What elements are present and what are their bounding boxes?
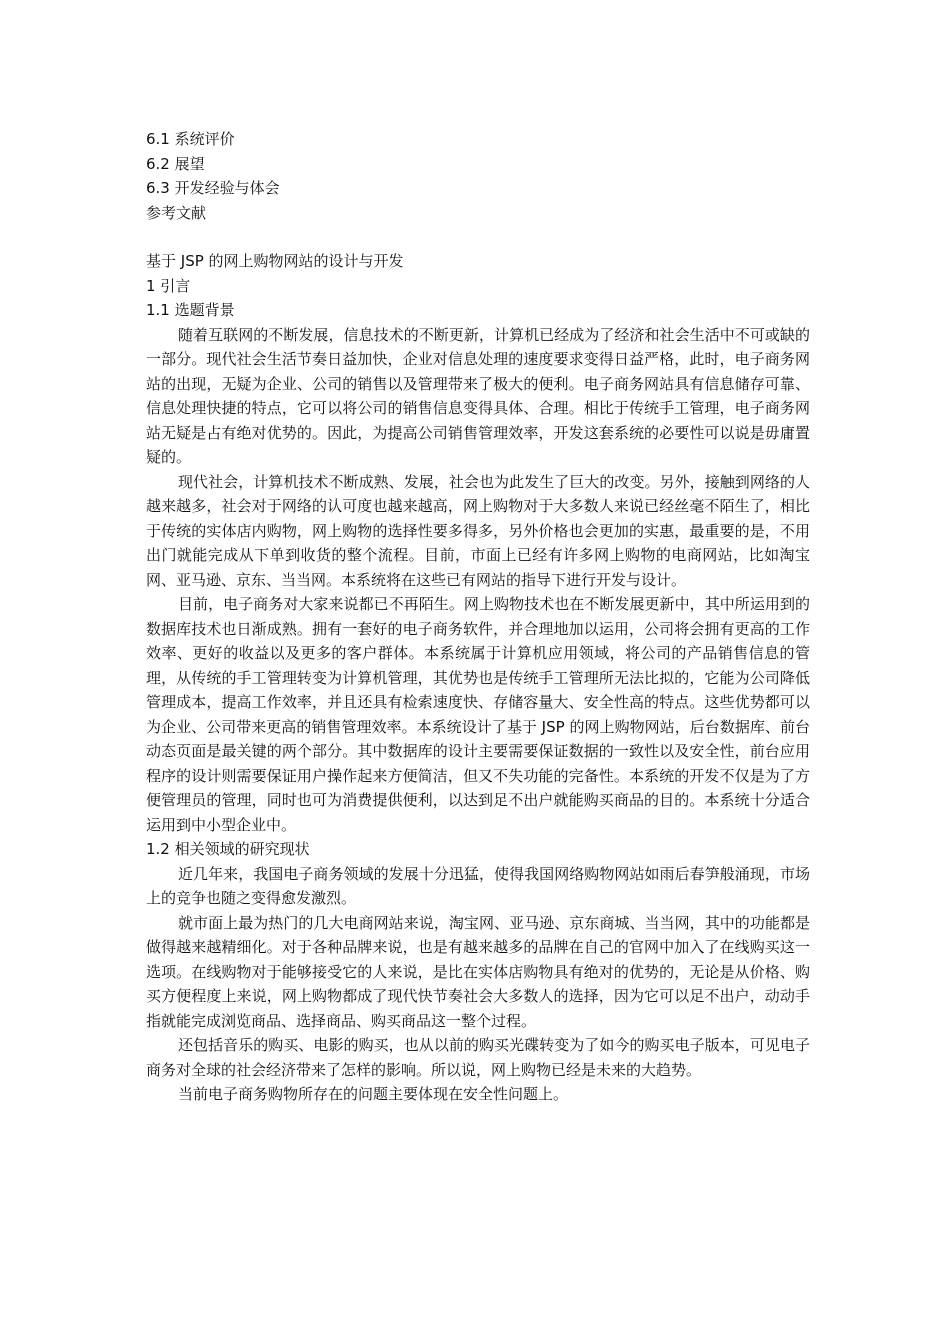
toc-item-references: 参考文献 xyxy=(146,203,207,222)
spacer xyxy=(146,225,810,249)
toc-item-6-1: 6.1 系统评价 xyxy=(146,130,235,148)
paragraph: 随着互联网的不断发展，信息技术的不断更新，计算机已经成为了经济和社会生活中不可或缺的一部分。现代社会生活节奏日益加快，企业对信息处理的速度要求变得日益严格，此时，电子商务网站的出现，无疑为企业、公司的销售以及管理带来了极大的便利。电子商务网站具有信息储存可靠、信息处理快捷的特点，它可以将公司的销售信息变得具体、合理。相比于传统手工管理，电子商务网站无疑是占有绝对优势的。因此，为提高公司销售管理效率，开发这套系统的必要性可以说是毋庸置疑的。 xyxy=(146,325,810,466)
section-1-1-heading: 1.1 选题背景 xyxy=(146,301,235,319)
document-title: 基于 JSP 的网上购物网站的设计与开发 xyxy=(146,252,404,270)
paragraph: 就市面上最为热门的几大电商网站来说，淘宝网、亚马逊、京东商城、当当网，其中的功能都是做得越来越精细化。对于各种品牌来说，也是有越来越多的品牌在自己的官网中加入了在线购买这一选项。在线购物对于能够接受它的人来说，是比在实体店购物具有绝对的优势的，无论是从价格、购买方便程度上来说，网上购物都成了现代快节奏社会大多数人的选择，因为它可以足不出户，动动手指就能完成浏览商品、选择商品、购买商品这一整个过程。 xyxy=(146,913,810,1030)
chapter-1-heading: 1 引言 xyxy=(146,276,191,295)
paragraph: 目前，电子商务对大家来说都已不再陌生。网上购物技术也在不断发展更新中，其中所运用到的数据库技术也日渐成熟。拥有一套好的电子商务软件，并合理地加以运用，公司将会拥有更高的工作效率、更好的收益以及更多的客户群体。本系统属于计算机应用领域，将公司的产品销售信息的管理，从传统的手工管理转变为计算机管理，其优势也是传统手工管理所无法比拟的，它能为公司降低管理成本，提高工作效率，并且还具有检索速度快、存储容量大、安全性高的特点。这些优势都可以为企业、公司带来更高的销售管理效率。本系统设计了基于 JSP 的网上购物网站，后台数据库、前台动态页面是最关键的两个部分。其中数据库的设计主要需要保证数据的一致性以及安全性，前台应用程序的设计则需要保证用户操作起来方便简洁，但又不失功能的完备性。本系统的开发不仅是为了方便管理员的管理，同时也可为消费提供便利，以达到足不出户就能购买商品的目的。本系统十分适合运用到中小型企业中。 xyxy=(146,595,810,834)
document-page xyxy=(146,127,810,1107)
paragraph: 近几年来，我国电子商务领域的发展十分迅猛，使得我国网络购物网站如雨后春笋般涌现，市场上的竞争也随之变得愈发激烈。 xyxy=(146,864,810,907)
paragraph: 现代社会，计算机技术不断成熟、发展，社会也为此发生了巨大的改变。另外，接触到网络的人越来越多，社会对于网络的认可度也越来越高，网上购物对于大多数人来说已经丝毫不陌生了，相比于传统的实体店内购物，网上购物的选择性要多得多，另外价格也会更加的实惠，最重要的是，不用出门就能完成从下单到收货的整个流程。目前，市面上已经有许多网上购物的电商网站，比如淘宝网、亚马逊、京东、当当网。本系统将在这些已有网站的指导下进行开发与设计。 xyxy=(146,472,810,589)
section-1-2-heading: 1.2 相关领域的研究现状 xyxy=(146,840,310,858)
toc-item-6-3: 6.3 开发经验与体会 xyxy=(146,179,280,197)
paragraph: 当前电子商务购物所存在的问题主要体现在安全性问题上。 xyxy=(178,1085,569,1103)
paragraph: 还包括音乐的购买、电影的购买，也从以前的购买光碟转变为了如今的购买电子版本，可见电子商务对全球的社会经济带来了怎样的影响。所以说，网上购物已经是未来的大趋势。 xyxy=(146,1036,810,1079)
toc-item-6-2: 6.2 展望 xyxy=(146,154,205,173)
